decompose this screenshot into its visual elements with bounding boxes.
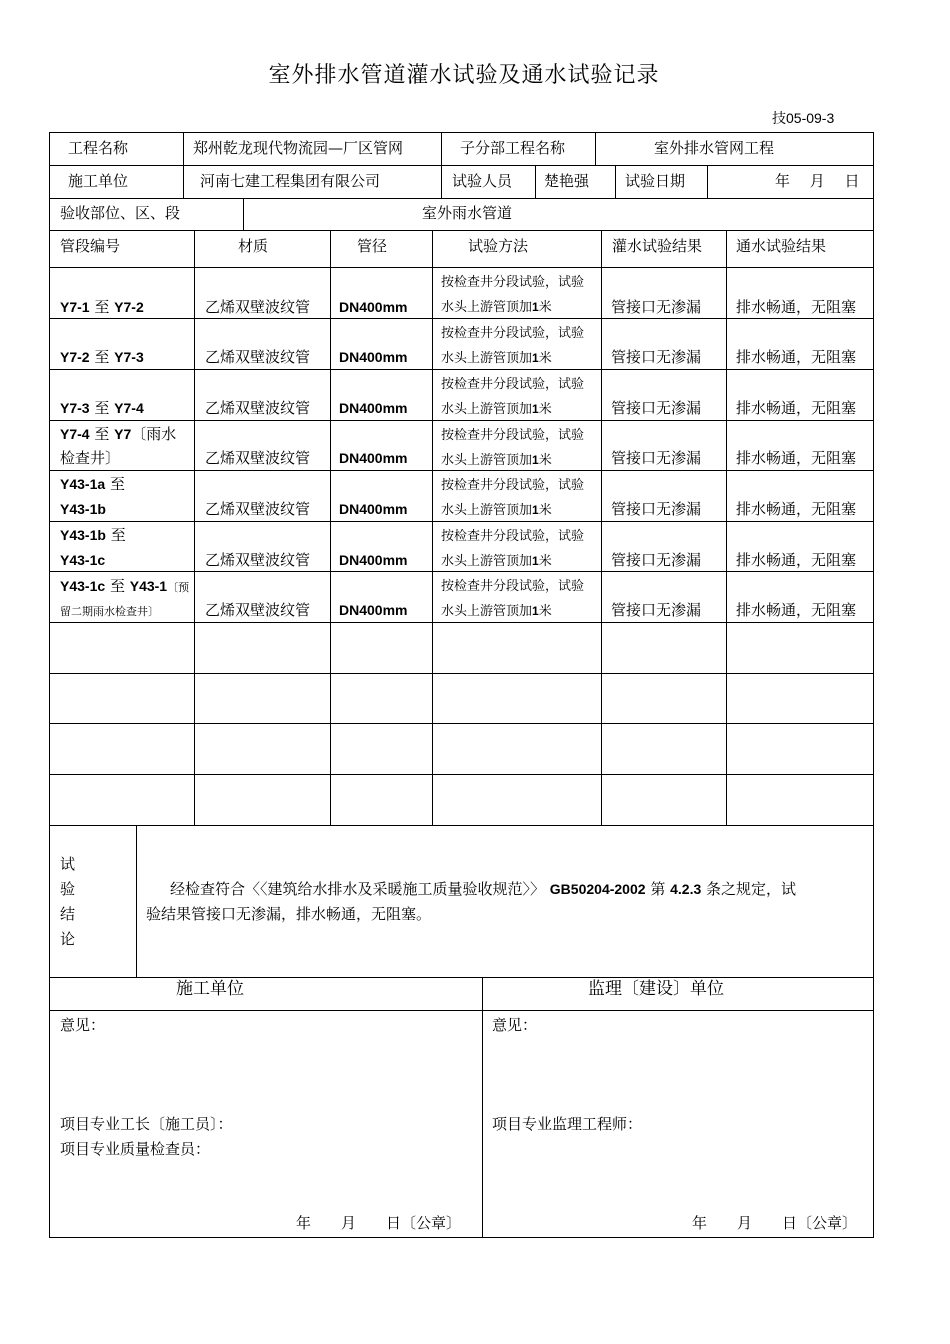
method-line-1: 按检查井分段试验，试验	[441, 377, 585, 392]
document-number: 技05-09-3	[772, 110, 835, 126]
material-cell: 乙烯双壁波纹管	[205, 601, 311, 619]
material-cell: 乙烯双壁波纹管	[205, 500, 311, 518]
segment-id: Y7-2 至 Y7-3	[60, 348, 144, 366]
supervisor-opinion-label: 意见：	[492, 1016, 538, 1034]
quality-inspector-signature-label: 项目专业质量检查员：	[60, 1140, 211, 1158]
flow-result-cell: 排水畅通，无阻塞	[736, 298, 857, 316]
fill-result-cell: 管接口无渗漏	[611, 551, 702, 569]
conclusion-text-line-1: 经检查符合〈〈建筑给水排水及采暖施工质量验收规范〉〉 GB50204-2002 第 4.2.3 条之规定，试	[170, 880, 797, 898]
project-name-label: 工程名称	[68, 139, 129, 157]
segment-id: Y43-1b 至	[60, 526, 126, 544]
method-line-2: 水头上游管顶加1米	[441, 604, 552, 619]
column-header-flow-result: 通水试验结果	[736, 237, 827, 255]
method-line-1: 按检查井分段试验，试验	[441, 478, 585, 493]
flow-result-cell: 排水畅通，无阻塞	[736, 551, 857, 569]
diameter-cell: DN400mm	[339, 450, 408, 466]
method-line-1: 按检查井分段试验，试验	[441, 579, 585, 594]
diameter-cell: DN400mm	[339, 400, 408, 416]
material-cell: 乙烯双壁波纹管	[205, 298, 311, 316]
material-cell: 乙烯双壁波纹管	[205, 348, 311, 366]
location-value: 室外雨水管道	[422, 204, 513, 222]
method-line-2: 水头上游管顶加1米	[441, 300, 552, 315]
test-date-label: 试验日期	[625, 172, 686, 190]
contractor-signoff-header: 施工单位	[176, 979, 244, 999]
segment-id: Y43-1c 至 Y43-1〔预	[60, 577, 190, 595]
supervisor-date-stamp: 年 月 日〔公章〕	[692, 1214, 858, 1232]
diameter-cell: DN400mm	[339, 501, 408, 517]
column-header-segment: 管段编号	[60, 237, 121, 255]
method-line-1: 按检查井分段试验，试验	[441, 275, 585, 290]
column-header-material: 材质	[238, 237, 269, 255]
segment-id: Y43-1a 至	[60, 475, 125, 493]
method-line-2: 水头上游管顶加1米	[441, 402, 552, 417]
test-date-value: 年 月 日	[775, 172, 860, 190]
conclusion-text-line-2: 验结果管接口无渗漏，排水畅通，无阻塞。	[146, 905, 432, 923]
page-title: 室外排水管道灌水试验及通水试验记录	[268, 63, 660, 88]
method-line-2: 水头上游管顶加1米	[441, 453, 552, 468]
method-line-1: 按检查井分段试验，试验	[441, 529, 585, 544]
fill-result-cell: 管接口无渗漏	[611, 601, 702, 619]
tester-value: 楚艳强	[544, 172, 590, 190]
column-header-diameter: 管径	[357, 237, 388, 255]
location-label: 验收部位、区、段	[60, 204, 181, 222]
method-line-2: 水头上游管顶加1米	[441, 503, 552, 518]
contractor-opinion-label: 意见：	[60, 1016, 106, 1034]
fill-result-cell: 管接口无渗漏	[611, 348, 702, 366]
segment-id: Y7-1 至 Y7-2	[60, 298, 144, 316]
segment-id-end: Y43-1b	[60, 501, 106, 517]
material-cell: 乙烯双壁波纹管	[205, 399, 311, 417]
tester-label: 试验人员	[452, 172, 513, 190]
flow-result-cell: 排水畅通，无阻塞	[736, 348, 857, 366]
contractor-label: 施工单位	[68, 172, 129, 190]
diameter-cell: DN400mm	[339, 299, 408, 315]
sub-project-label: 子分部工程名称	[460, 139, 566, 157]
project-name-value: 郑州乾龙现代物流园—厂区管网	[193, 139, 404, 157]
fill-result-cell: 管接口无渗漏	[611, 500, 702, 518]
segment-id-end: Y43-1c	[60, 552, 106, 568]
sub-project-value: 室外排水管网工程	[654, 139, 775, 157]
flow-result-cell: 排水畅通，无阻塞	[736, 500, 857, 518]
material-cell: 乙烯双壁波纹管	[205, 449, 311, 467]
segment-id: Y7-3 至 Y7-4	[60, 399, 144, 417]
method-line-1: 按检查井分段试验，试验	[441, 326, 585, 341]
supervisor-signoff-header: 监理〔建设〕单位	[588, 979, 724, 999]
flow-result-cell: 排水畅通，无阻塞	[736, 399, 857, 417]
method-line-2: 水头上游管顶加1米	[441, 351, 552, 366]
supervisor-signature-label: 项目专业监理工程师：	[492, 1115, 643, 1133]
segment-id: Y7-4 至 Y7〔雨水	[60, 425, 177, 443]
contractor-value: 河南七建工程集团有限公司	[200, 172, 381, 190]
fill-result-cell: 管接口无渗漏	[611, 399, 702, 417]
flow-result-cell: 排水畅通，无阻塞	[736, 449, 857, 467]
column-header-method: 试验方法	[468, 237, 529, 255]
segment-note: 留二期雨水检查井〕	[60, 605, 159, 618]
method-line-1: 按检查井分段试验，试验	[441, 428, 585, 443]
fill-result-cell: 管接口无渗漏	[611, 298, 702, 316]
segment-note: 检查井〕	[60, 449, 121, 467]
foreman-signature-label: 项目专业工长〔施工员〕：	[60, 1115, 233, 1133]
diameter-cell: DN400mm	[339, 349, 408, 365]
diameter-cell: DN400mm	[339, 602, 408, 618]
flow-result-cell: 排水畅通，无阻塞	[736, 601, 857, 619]
fill-result-cell: 管接口无渗漏	[611, 449, 702, 467]
contractor-date-stamp: 年 月 日〔公章〕	[296, 1214, 462, 1232]
diameter-cell: DN400mm	[339, 552, 408, 568]
material-cell: 乙烯双壁波纹管	[205, 551, 311, 569]
method-line-2: 水头上游管顶加1米	[441, 554, 552, 569]
column-header-fill-result: 灌水试验结果	[612, 237, 703, 255]
